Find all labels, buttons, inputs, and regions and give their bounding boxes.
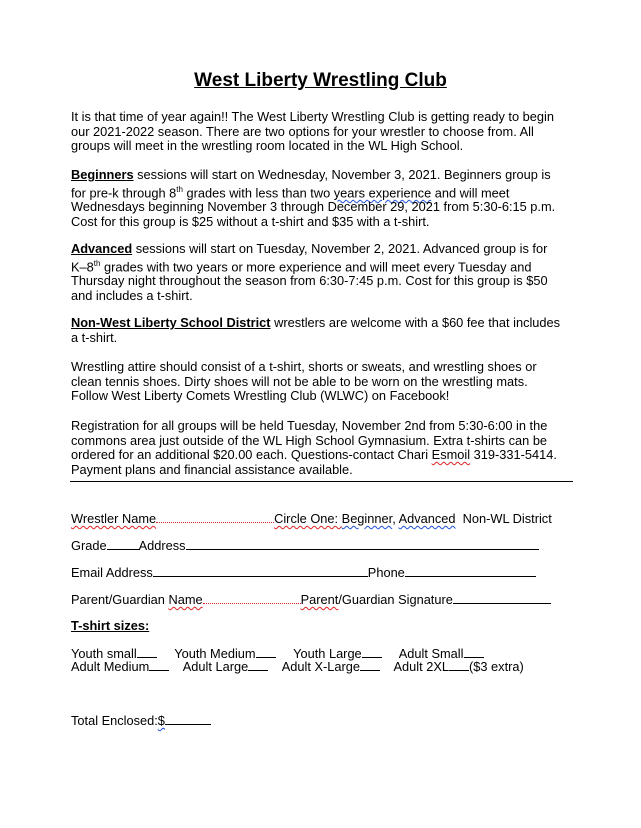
size-adult-small-field[interactable] — [464, 645, 484, 658]
phone-field[interactable] — [405, 564, 536, 577]
registration-text-2: 319-331-5414. Payment plans and financial assistance available. — [71, 447, 557, 477]
email-field[interactable] — [153, 564, 368, 577]
guardian-sig-prefix: Parent — [300, 592, 339, 607]
address-field[interactable] — [186, 537, 539, 550]
size-youth-small: Youth small — [71, 646, 137, 661]
size-adult-large-field[interactable] — [248, 658, 268, 671]
beginners-flag: years experience — [333, 184, 432, 200]
guardian-name-label: Name — [168, 592, 203, 607]
beginners-text-2: grades with less than two — [182, 184, 334, 200]
total-label: Total Enclosed: — [71, 713, 158, 728]
advanced-text-2: grades with two years or more experience and will meet every Tuesday and Thursday night throughout the season from 6:30-7:45 p.m. Cost for this group is $50 and includes a t-shirt. — [71, 258, 548, 304]
divider — [70, 481, 573, 482]
nonwl-text: wrestlers are welcome with a $60 fee that includes a t-shirt. — [71, 315, 561, 345]
size-youth-medium-field[interactable] — [256, 645, 276, 658]
wrestler-name-field[interactable] — [156, 510, 274, 523]
size-youth-large-field[interactable] — [362, 645, 382, 658]
size-adult-xlarge: Adult X-Large — [281, 659, 360, 674]
size-adult-large: Adult Large — [182, 659, 249, 674]
advanced-text-1: sessions will start on Tuesday, November 2, 2021. Advanced group is for K–8 — [71, 241, 548, 274]
beginners-text-1: sessions will start on Wednesday, November 3, 2021. Beginners group is for pre-k through 8 — [71, 167, 551, 200]
option-advanced[interactable]: Advanced — [398, 511, 456, 526]
option-beginner[interactable]: Beginner — [341, 511, 393, 526]
tshirt-heading: T-shirt sizes: — [71, 618, 150, 633]
attire-paragraph: Wrestling attire should consist of a t-shirt, shorts or sweats, and wrestling shoes or clean tennis shoes. Dirty shoes will not be able to be worn on the wrestling mats. Follow West Liberty Comets Wrestling Club (WLWC) on Facebook! — [71, 359, 537, 404]
guardian-name-field[interactable] — [203, 591, 301, 604]
size-adult-medium-field[interactable] — [149, 658, 169, 671]
guardian-signature-field[interactable] — [453, 591, 551, 604]
nonwl-paragraph — [71, 316, 561, 345]
size-youth-medium: Youth Medium — [174, 646, 256, 661]
circle-one-label: Circle One: — [274, 511, 342, 526]
nonwl-label: Non-West Liberty School District — [71, 315, 271, 330]
advanced-paragraph — [71, 242, 561, 304]
grade-label: Grade — [71, 538, 107, 553]
advanced-label: Advanced — [71, 241, 133, 256]
registration-text-1: Registration for all groups will be held Tuesday, November 2nd from 5:30-6:00 in the commons area just outside of the WL High School Gymnasium. Extra t-shirts can be ordered for an additional $20.00 each. Questions-contact Chari — [71, 418, 548, 463]
registration-paragraph — [71, 419, 561, 477]
total-row — [71, 712, 211, 728]
beginners-paragraph — [71, 168, 561, 230]
advanced-sup: th — [93, 258, 101, 268]
grade-field[interactable] — [107, 537, 139, 550]
size-youth-large: Youth Large — [293, 646, 362, 661]
beginners-text-3: and will meet Wednesdays beginning November 3 through December 29, 2021 from 5:30-6:15 p.m. Cost for this group is $25 without a t-shirt and $35 with a t-shirt. — [71, 184, 556, 230]
beginners-sup: th — [176, 184, 183, 194]
grade-address-row — [71, 537, 539, 553]
size-youth-small-field[interactable] — [137, 645, 157, 658]
size-adult-small: Adult Small — [398, 646, 464, 661]
registration-flag: Esmoil — [431, 447, 471, 463]
dollar-sign: $ — [157, 713, 165, 728]
size-adult-medium: Adult Medium — [71, 659, 150, 674]
phone-label: Phone — [367, 565, 405, 580]
guardian-row: Parent/Guardian Name Parent/Guardian Signature — [71, 591, 551, 607]
size-adult-2xl: Adult 2XL — [393, 659, 449, 674]
size-adult-2xl-field[interactable] — [449, 658, 469, 671]
page-title: West Liberty Wrestling Club — [194, 70, 447, 91]
size-adult-xlarge-field[interactable] — [360, 658, 380, 671]
wrestler-name-row: Wrestler Name Circle One: Beginner, Advanced Non-WL District — [71, 511, 552, 526]
intro-paragraph: It is that time of year again!! The West Liberty Wrestling Club is getting ready to begin our 2021-2022 season. There are two options for your wrestler to choose from. All groups will meet in the wrestling room located in the WL High School. — [71, 109, 554, 154]
address-label: Address — [138, 538, 186, 553]
email-label: Email Address — [71, 565, 153, 580]
option-nonwl[interactable]: Non-WL District — [462, 511, 552, 526]
wrestler-name-label: Wrestler Name — [71, 511, 157, 526]
beginners-label: Beginners — [71, 167, 134, 182]
total-field[interactable] — [165, 712, 211, 725]
email-phone-row — [71, 564, 536, 580]
size-extra-note: ($3 extra) — [469, 659, 524, 674]
tshirt-row-2 — [71, 658, 524, 674]
